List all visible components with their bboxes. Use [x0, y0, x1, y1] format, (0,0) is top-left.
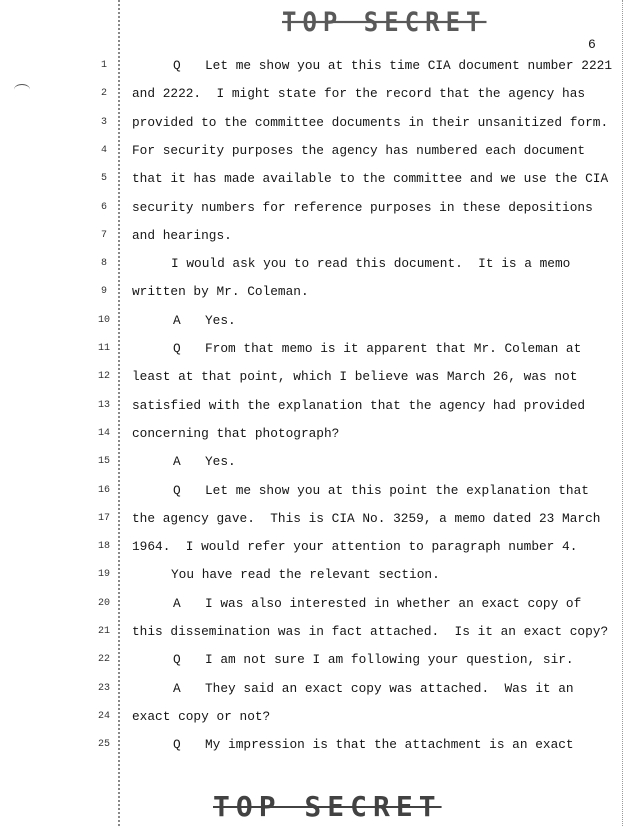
line-text: Let me show you at this time CIA document number 2221	[205, 58, 613, 73]
line-text: written by Mr. Coleman.	[132, 284, 309, 300]
line-text: You have read the relevant section.	[171, 567, 440, 583]
transcript-line	[0, 424, 638, 444]
line-number: 23	[97, 682, 110, 694]
line-text: this dissemination was in fact attached. Is it an exact copy?	[132, 624, 609, 639]
classification-stamp-bottom: TOP SECRET	[213, 790, 442, 823]
line-text: and hearings.	[132, 227, 232, 243]
line-number: 3	[100, 116, 107, 128]
line-number: 20	[97, 597, 110, 609]
speaker-label: Q	[173, 482, 181, 498]
line-number: 18	[97, 541, 110, 553]
transcript-line	[0, 141, 638, 161]
line-number: 22	[97, 654, 110, 666]
line-text: Yes.	[205, 312, 236, 328]
line-text: I would ask you to read this document. It is a memo	[171, 256, 571, 272]
line-text: the agency gave. This is CIA No. 3259, a memo dated 23 March	[132, 510, 601, 526]
speaker-label: Q	[173, 58, 181, 73]
line-number: 24	[97, 710, 110, 722]
line-text: provided to the committee documents in their unsanitized form.	[132, 114, 609, 130]
line-number: 25	[97, 739, 110, 751]
page-number: 6	[588, 37, 596, 52]
line-number: 11	[97, 343, 110, 354]
classification-stamp-top: TOP SECRET	[282, 6, 487, 38]
line-number: 19	[97, 569, 110, 581]
line-number: 16	[97, 484, 110, 496]
line-text: They said an exact copy was attached. Was it an	[205, 680, 574, 696]
line-text: that it has made available to the committee and we use the CIA	[132, 171, 609, 187]
transcript-line	[0, 113, 638, 133]
transcript-line	[0, 282, 638, 302]
speaker-label: A	[173, 454, 181, 470]
transcript-line	[0, 254, 638, 274]
transcript-line	[0, 735, 638, 755]
line-number: 10	[97, 314, 110, 326]
line-number: 2	[100, 88, 107, 100]
line-number: 17	[97, 512, 110, 524]
transcript-line	[0, 565, 638, 585]
transcript-line	[0, 452, 638, 472]
transcript-line	[0, 679, 638, 699]
transcript-line	[0, 198, 638, 218]
speaker-label: Q	[173, 737, 181, 753]
line-text: satisfied with the explanation that the agency had provided	[132, 397, 586, 413]
transcript-line	[0, 339, 638, 359]
line-number: 21	[97, 626, 110, 637]
line-number: 8	[100, 258, 107, 270]
line-text: For security purposes the agency has numbered each document	[132, 142, 586, 158]
transcript-line	[0, 622, 638, 642]
line-text: and 2222. I might state for the record that the agency has	[132, 86, 586, 102]
line-number: 12	[97, 371, 110, 383]
transcript-line	[0, 537, 638, 557]
line-number: 4	[100, 144, 107, 156]
line-text: I am not sure I am following your question, sir.	[205, 652, 574, 668]
transcript-line	[0, 594, 638, 614]
line-number: 9	[100, 286, 107, 298]
line-text: concerning that photograph?	[132, 425, 340, 441]
line-text: From that memo is it apparent that Mr. Coleman at	[205, 341, 582, 356]
line-text: exact copy or not?	[132, 708, 271, 724]
transcript-line	[0, 169, 638, 189]
speaker-label: A	[173, 595, 181, 611]
speaker-label: Q	[173, 652, 181, 668]
transcript-line	[0, 707, 638, 727]
transcript-line	[0, 509, 638, 529]
line-text: Let me show you at this point the explanation that	[205, 482, 589, 498]
transcript-line	[0, 84, 638, 104]
line-text: I was also interested in whether an exact copy of	[205, 595, 582, 611]
line-text: Yes.	[205, 454, 236, 470]
speaker-label: A	[173, 680, 181, 696]
transcript-line	[0, 481, 638, 501]
line-number: 5	[100, 173, 107, 185]
speaker-label: Q	[173, 341, 181, 356]
transcript-line	[0, 367, 638, 387]
transcript-line	[0, 311, 638, 331]
line-number: 13	[97, 399, 110, 411]
transcript-line	[0, 226, 638, 246]
transcript-line	[0, 396, 638, 416]
line-text: My impression is that the attachment is an exact	[205, 737, 574, 753]
line-text: 1964. I would refer your attention to paragraph number 4.	[132, 539, 578, 555]
speaker-label: A	[173, 312, 181, 328]
line-number: 14	[97, 427, 110, 439]
line-number: 1	[100, 60, 107, 71]
line-text: least at that point, which I believe was March 26, was not	[132, 369, 578, 385]
line-text: security numbers for reference purposes in these depositions	[132, 199, 593, 215]
transcript-line	[0, 650, 638, 670]
transcript-line	[0, 56, 638, 76]
line-number: 6	[100, 201, 107, 213]
line-number: 15	[97, 456, 110, 468]
line-number: 7	[100, 229, 107, 241]
